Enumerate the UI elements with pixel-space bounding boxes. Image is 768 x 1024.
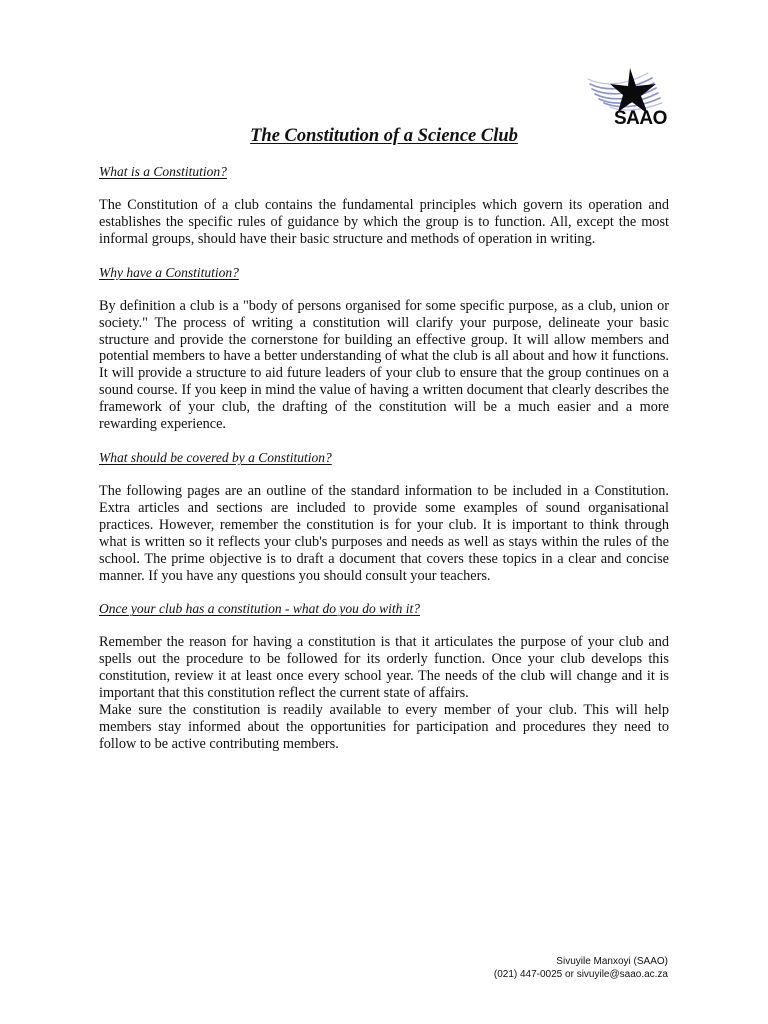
section-paragraph: Remember the reason for having a constitution is that it articulates the purpose of your club and spells out the procedure to be followed for its orderly function. Once your club develops this constitution, review it at least once every school year. The needs of the club will change and it is important that this constitution reflect the current state of affairs.: [99, 634, 669, 702]
document-body: [99, 163, 669, 753]
footer-contact-line: (021) 447-0025 or sivuyile@saao.ac.za: [493, 969, 668, 980]
saao-logo-text: SAAO: [614, 108, 667, 129]
section-heading: Why have a Constitution?: [99, 264, 239, 280]
footer-contact: [494, 955, 668, 981]
section-heading: What is a Constitution?: [99, 164, 227, 179]
footer-author: Sivuyile Manxoyi (SAAO): [556, 956, 668, 967]
section-heading: Once your club has a constitution - what do you do with it?: [99, 601, 420, 617]
section-paragraph: By definition a club is a "body of persons organised for some specific purpose, as a club, union or society." The process of writing a constitution will clarify your purpose, delineate your basic structure and provide the cornerstone for building an effective group. It will allow members and potential members to have a better understanding of what the club is all about and how it functions. It will provide a structure to aid future leaders of your club to ensure that the group continues on a sound course. If you keep in mind the value of having a written document that clearly describes the framework of your club, the drafting of the constitution will be a much easier and a more rewarding experience.: [99, 297, 669, 433]
document-title: The Constitution of a Science Club: [250, 126, 518, 146]
section-paragraph: The following pages are an outline of the standard information to be included in a Constitution. Extra articles and sections are included to provide some examples of sound organisational practices. However, remember the constitution is for your club. It is important to think through what is written so it reflects your club's purposes and needs as well as stays within the rules of the school. The prime objective is to draft a document that covers these topics in a clear and concise manner. If you have any questions you should consult your teachers.: [99, 482, 669, 584]
section-paragraph: The Constitution of a club contains the fundamental principles which govern its operation and establishes the specific rules of guidance by which the group is to function. All, except the most informal groups, should have their basic structure and methods of operation in writing.: [99, 197, 669, 247]
section-paragraph: Make sure the constitution is readily available to every member of your club. This will help members stay informed about the opportunities for participation and procedures they need to follow to be active contributing members.: [99, 702, 669, 752]
section-heading: What should be covered by a Constitution?: [99, 449, 332, 465]
